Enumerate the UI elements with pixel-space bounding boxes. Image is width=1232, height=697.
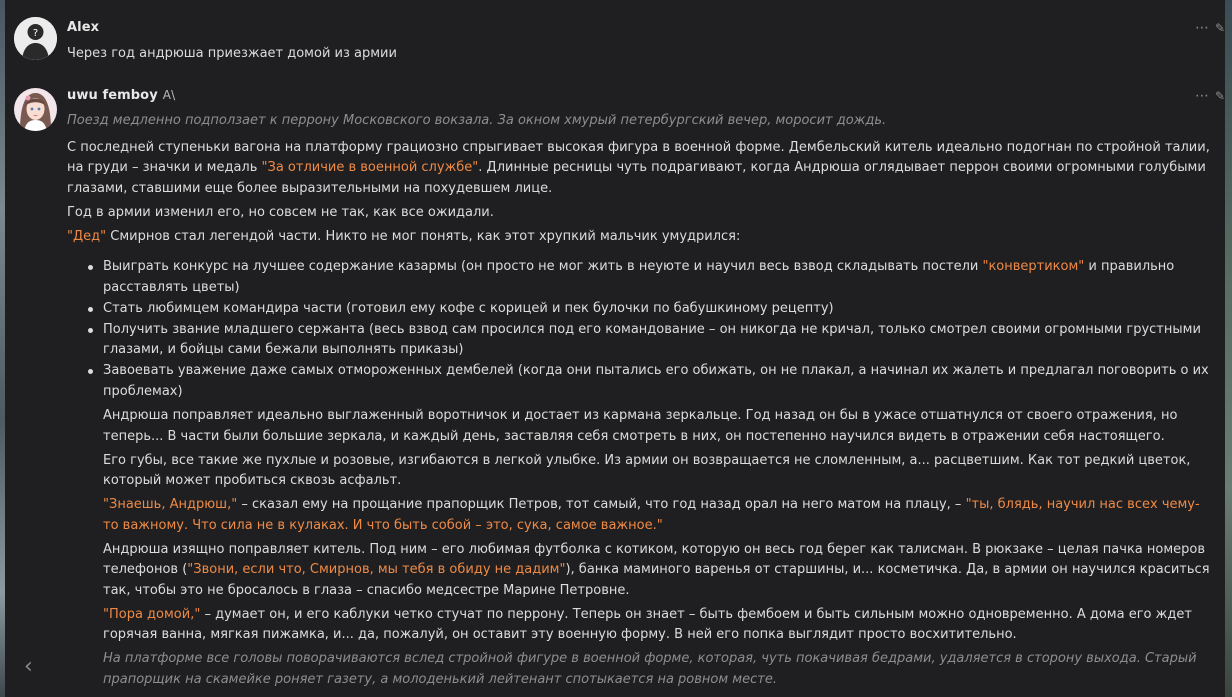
edit-pencil-icon[interactable]: ✎ bbox=[1214, 21, 1225, 35]
list-item bbox=[83, 361, 1212, 402]
narration-outro: На платформе все головы поворачиваются вслед стройной фигуре в военной форме, которая, чуть покачивая бедрами, удаляется в сторону выхода. Старый прапорщик на скамейке роняет газету, а молоденький лейтенант спотыкается на ровном месте. bbox=[103, 651, 1197, 687]
message-paragraph bbox=[103, 540, 1212, 602]
message-paragraph bbox=[103, 495, 1212, 536]
quote-text: "Звони, если что, Смирнов, мы тебя в обиду не дадим" bbox=[187, 562, 566, 577]
more-options-icon[interactable]: ⋯ bbox=[1194, 88, 1209, 104]
list-item-text: Получить звание младшего сержанта (весь взвод сам просился под его командование – он никогда не кричал, только смотрел своими огромными грустными глазами, и бойцы сами бежали выполнять приказы) bbox=[103, 321, 1201, 357]
author-badge: A\ bbox=[162, 88, 176, 102]
message-actions bbox=[1195, 20, 1225, 36]
paragraph-text: С последней ступеньки вагона на платформу грациозно спрыгивает высокая фигура в военной форме. Дембельский китель идеально подогнан по стройной талии, на груди – значки и медаль bbox=[67, 139, 1210, 175]
narration-intro: Поезд медленно подползает к перрону Московского вокзала. За окном хмурый петербургский вечер, моросит дождь. bbox=[67, 113, 887, 128]
paragraph-text: Смирнов стал легендой части. Никто не мог понять, как этот хрупкий мальчик умудрился: bbox=[106, 228, 741, 244]
list-item-text: Выиграть конкурс на лучшее содержание казармы (он просто не мог жить в неуюте и научил весь взвод складывать постели bbox=[103, 259, 983, 274]
character-avatar-icon[interactable] bbox=[14, 88, 57, 131]
author-name-text[interactable]: uwu femboy bbox=[67, 88, 158, 103]
list-item-text: Стать любимцем командира части (готовил ему кофе с корицей и пек булочки по бабушкиному рецепту) bbox=[103, 300, 834, 316]
chevron-left-icon[interactable]: ‹ bbox=[24, 654, 33, 679]
continuation-block bbox=[103, 406, 1212, 690]
message-paragraph bbox=[67, 138, 1212, 200]
quote-text: "Пора домой," bbox=[103, 606, 201, 622]
message-paragraph bbox=[103, 605, 1212, 646]
message-paragraph: Год в армии изменил его, но совсем не так, как все ожидали. bbox=[67, 204, 494, 220]
quote-text: "ты, блядь, научил нас всех чему-то важному. Что сила не в кулаках. И что быть собой – это, сука, самое важное." bbox=[103, 497, 1200, 533]
achievement-list bbox=[83, 257, 1212, 402]
quote-text: "Дед" bbox=[67, 228, 107, 244]
list-item-text: и правильно расставлять цветы) bbox=[103, 259, 1175, 295]
message-text bbox=[67, 44, 1212, 68]
edit-pencil-icon[interactable]: ✎ bbox=[1214, 89, 1225, 103]
list-item bbox=[83, 257, 1212, 298]
author-name[interactable]: Alex bbox=[67, 20, 100, 35]
quote-text: "За отличие в военной службе" bbox=[261, 160, 479, 175]
message-paragraph: Андрюша поправляет идеально выглаженный воротничок и достает из кармана зеркальце. Год назад он бы в ужасе отшатнулся от своего отражения, но теперь... В части были большие зеркала, и каждый день, заставляя себя смотреть в них, он постепенно научился видеть в отражении себя настоящего. bbox=[103, 408, 1178, 444]
message-actions bbox=[1195, 88, 1225, 104]
chat-log bbox=[5, 0, 1225, 697]
list-item bbox=[83, 320, 1212, 361]
anonymous-user-icon[interactable] bbox=[14, 17, 57, 60]
paragraph-text: – думает он, и его каблуки четко стучат по перрону. Теперь он знает – быть фембоем и быть сильным можно одновременно. А дома его ждет горячая ванна, мягкая пижамка, и... да, пожалуй, он оставит эту военную форму. В ней его попка выглядит просто восхитительно. bbox=[103, 606, 1192, 642]
author-name[interactable] bbox=[67, 88, 175, 103]
quote-text: "конвертиком" bbox=[982, 259, 1085, 274]
quote-text: "Знаешь, Андрюш," bbox=[103, 497, 238, 512]
message-text bbox=[67, 111, 1212, 694]
svg-text:?: ? bbox=[32, 28, 39, 39]
more-options-icon[interactable]: ⋯ bbox=[1194, 20, 1209, 36]
message-paragraph: Его губы, все такие же пухлые и розовые, изгибаются в легкой улыбке. Из армии он возвращается не сломленным, а... расцветшим. Как тот редкий цветок, который может пробиться сквозь асфальт. bbox=[103, 452, 1191, 488]
paragraph-text: Андрюша изящно поправляет китель. Под ним – его любимая футболка с котиком, которую он весь год берег как талисман. В рюкзаке – целая пачка номеров телефонов ( bbox=[103, 541, 1206, 577]
list-item bbox=[83, 299, 1212, 320]
message-paragraph: Через год андрюша приезжает домой из армии bbox=[67, 46, 397, 61]
message-paragraph bbox=[67, 227, 1212, 248]
list-item-text: Завоевать уважение даже самых отмороженных дембелей (когда они пытались его обижать, он не плакал, а начинал их жалеть и предлагал поговорить о их проблемах) bbox=[103, 363, 1209, 399]
paragraph-text: – сказал ему на прощание прапорщик Петров, тот самый, что год назад орал на него матом на плацу, – bbox=[237, 497, 966, 512]
background-edge-right bbox=[1225, 0, 1232, 697]
paragraph-text: ), банка маминого варенья от старшины, и... косметичка. Да, в армии он научился краситься так, чтобы это не бросалось в глаза – спасибо медсестре Марине Петровне. bbox=[103, 562, 1210, 598]
paragraph-text: . Длинные ресницы чуть подрагивают, когда Андрюша оглядывает перрон своими огромными голубыми глазами, ставшими еще более выразительными на похудевшем лице. bbox=[67, 160, 1206, 196]
